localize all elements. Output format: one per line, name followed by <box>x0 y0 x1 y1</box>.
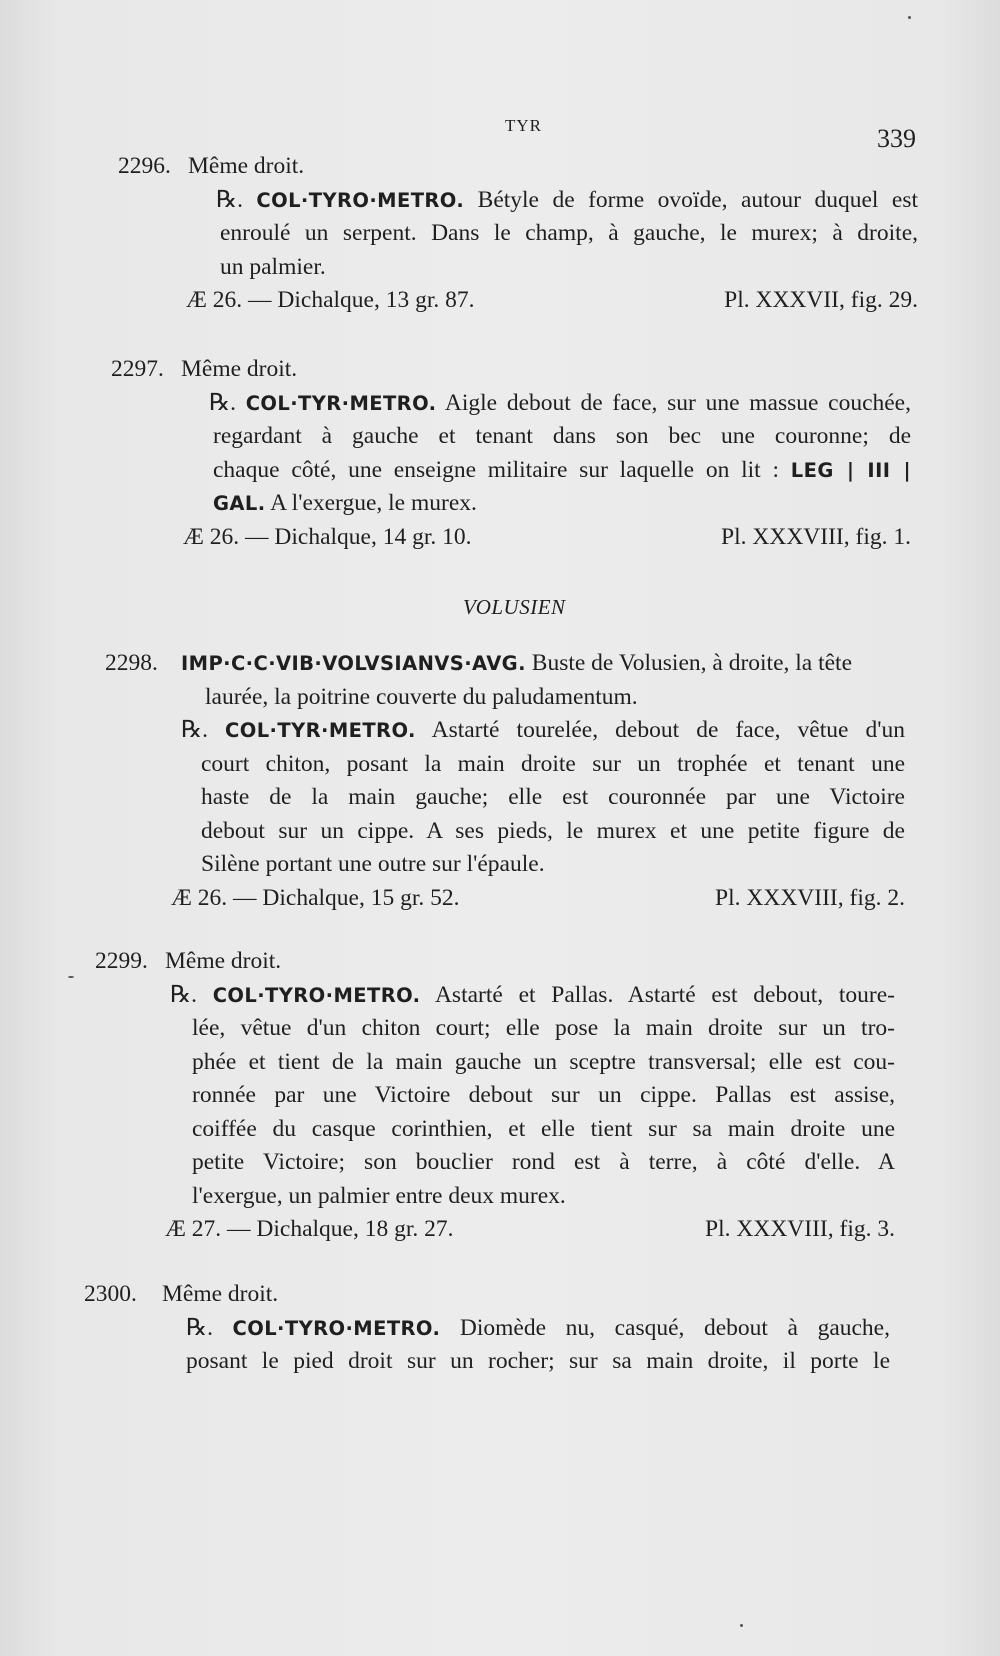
description-line: Astarté tourelée, debout de face, vêtue d'un <box>431 717 906 743</box>
reverse-mark: ℞. <box>216 186 243 213</box>
print-speck <box>740 1624 743 1627</box>
inscription: LEG | III | <box>790 458 912 482</box>
description-line: debout sur un cippe. A ses pieds, le murex et une petite figure de <box>201 817 905 844</box>
print-speck <box>68 976 74 978</box>
description-line: Aigle debout de face, sur une massue couchée, <box>444 389 911 416</box>
description-line: enroulé un serpent. Dans le champ, à gauche, le murex; à droite, <box>220 220 918 246</box>
entry-head: Même droit. <box>165 948 282 974</box>
description-line: l'exergue, un palmier entre deux murex. <box>192 1182 566 1209</box>
description-line: Buste de Volusien, à droite, la tête <box>531 650 853 676</box>
description-line: phée et tient de la main gauche un sceptre transversal; elle est cou- <box>192 1048 895 1075</box>
description-line: un palmier. <box>220 253 326 280</box>
reverse-legend: COL·TYRO·METRO. <box>232 1316 441 1340</box>
entry-head: Même droit. <box>188 153 305 179</box>
section-title: VOLUSIEN <box>463 595 566 619</box>
page-number: 339 <box>877 124 916 153</box>
entry-number: 2298. <box>105 650 158 676</box>
catalog-entry-2298 <box>105 647 905 915</box>
entry-number: 2300. <box>84 1281 137 1307</box>
catalog-entry-2296 <box>118 150 918 318</box>
metrology: Æ 26. — Dichalque, 15 gr. 52. <box>171 884 460 911</box>
entry-head: Même droit. <box>162 1281 279 1307</box>
plate-reference: Pl. XXXVIII, fig. 2. <box>715 884 905 911</box>
description-line: posant le pied droit sur un rocher; sur sa main droite, il porte le <box>186 1348 890 1374</box>
metrology: Æ 26. — Dichalque, 14 gr. 10. <box>183 523 472 550</box>
reverse-mark: ℞. <box>181 717 208 743</box>
description-line: Silène portant une outre sur l'épaule. <box>201 851 545 877</box>
description-line: court chiton, posant la main droite sur un trophée et tenant une <box>201 750 905 777</box>
reverse-mark: ℞. <box>170 981 197 1008</box>
description-line: laurée, la poitrine couverte du paludamentum. <box>205 683 638 710</box>
description-line: Diomède nu, casqué, debout à gauche, <box>459 1314 890 1341</box>
description-line: petite Victoire; son bouclier rond est à terre, à côté d'elle. A <box>192 1149 895 1175</box>
metrology: Æ 27. — Dichalque, 18 gr. 27. <box>165 1216 454 1242</box>
plate-reference: Pl. XXXVII, fig. 29. <box>724 287 918 313</box>
description-line: chaque côté, une enseigne militaire sur laquelle on lit : <box>213 456 779 483</box>
catalog-entry-2300 <box>84 1278 890 1379</box>
obverse-legend: IMP·C·C·VIB·VOLVSIANVS·AVG. <box>181 652 526 675</box>
reverse-legend: COL·TYR·METRO. <box>245 391 437 415</box>
description-line: Bétyle de forme ovoïde, autour duquel est <box>477 186 918 213</box>
reverse-legend: COL·TYR·METRO. <box>225 719 416 742</box>
inscription: GAL. <box>213 492 266 515</box>
plate-reference: Pl. XXXVIII, fig. 3. <box>705 1216 895 1242</box>
catalog-entry-2297 <box>111 353 911 554</box>
description-line: ronnée par une Victoire debout sur un cippe. Pallas est assise, <box>192 1082 895 1108</box>
description-line: Astarté et Pallas. Astarté est debout, toure- <box>434 981 895 1008</box>
description-line: coiffée du casque corinthien, et elle tient sur sa main droite une <box>192 1115 895 1142</box>
description-line: A l'exergue, le murex. <box>270 490 477 516</box>
reverse-legend: COL·TYRO·METRO. <box>256 188 465 212</box>
print-speck <box>908 16 911 19</box>
reverse-legend: COL·TYRO·METRO. <box>212 983 421 1007</box>
description-line: regardant à gauche et tenant dans son bec une couronne; de <box>213 423 911 449</box>
running-head: TYR <box>505 116 542 135</box>
entry-head: Même droit. <box>181 356 298 382</box>
plate-reference: Pl. XXXVIII, fig. 1. <box>721 523 911 550</box>
entry-number: 2299. <box>95 948 148 974</box>
description-line: haste de la main gauche; elle est couronnée par une Victoire <box>201 784 905 810</box>
entry-number: 2297. <box>111 356 164 382</box>
metrology: Æ 26. — Dichalque, 13 gr. 87. <box>186 287 475 313</box>
entry-number: 2296. <box>118 153 171 179</box>
description-line: lée, vêtue d'un chiton court; elle pose la main droite sur un tro- <box>192 1015 895 1041</box>
reverse-mark: ℞. <box>186 1314 213 1341</box>
reverse-mark: ℞. <box>209 389 236 416</box>
catalog-entry-2299 <box>95 945 895 1247</box>
